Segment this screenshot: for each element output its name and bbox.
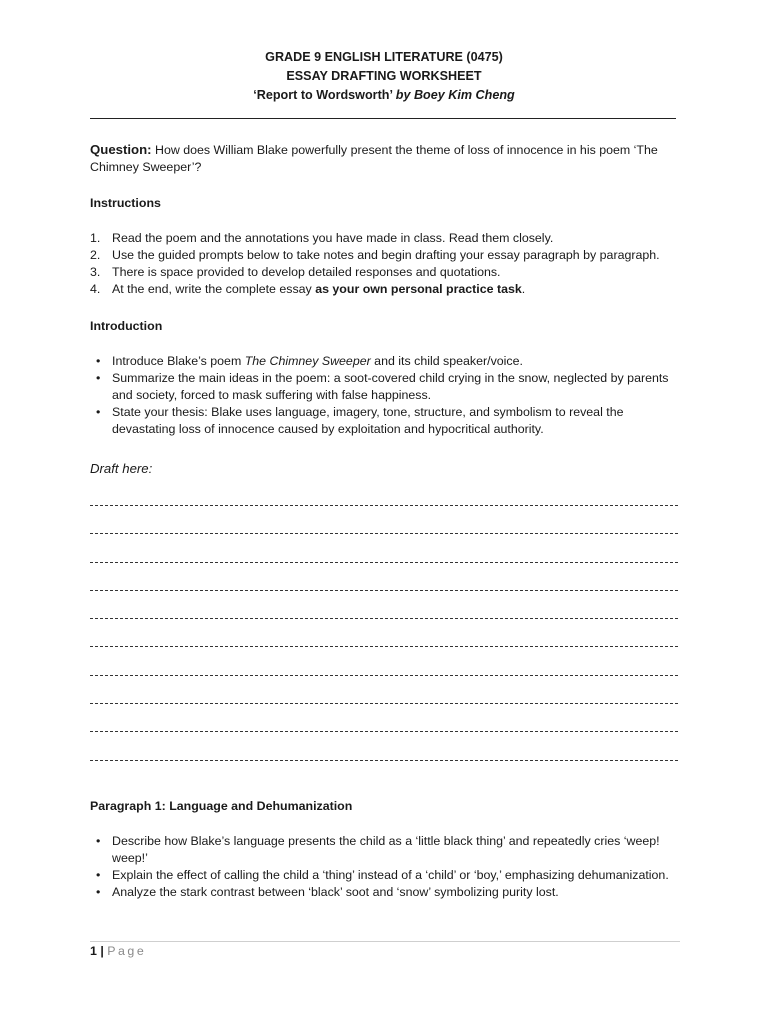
poem-title: ‘Report to Wordsworth’ xyxy=(253,88,393,102)
page-number: 1 xyxy=(90,944,97,958)
bullet-icon: • xyxy=(96,405,101,419)
poem-author: by Boey Kim Cheng xyxy=(395,88,515,102)
page-footer xyxy=(90,943,146,960)
worksheet-header xyxy=(90,48,678,105)
draft-line[interactable] xyxy=(90,675,678,676)
introduction-bullets xyxy=(90,353,680,438)
draft-line[interactable] xyxy=(90,646,678,647)
question-label: Question: xyxy=(90,142,152,157)
list-item: • Analyze the stark contrast between ‘black’ soot and ‘snow’ symbolizing purity lost. xyxy=(96,885,559,899)
list-item: • Introduce Blake’s poem The Chimney Sweeper and its child speaker/voice. xyxy=(96,354,523,368)
paragraph1-heading: Paragraph 1: Language and Dehumanization xyxy=(90,799,353,813)
draft-line[interactable] xyxy=(90,533,678,534)
instructions-list xyxy=(90,230,680,298)
draft-line[interactable] xyxy=(90,505,678,506)
instructions-heading: Instructions xyxy=(90,196,161,210)
draft-line[interactable] xyxy=(90,590,678,591)
paragraph1-bullets xyxy=(90,833,680,901)
poem-title-line xyxy=(90,86,678,105)
draft-line[interactable] xyxy=(90,618,678,619)
footer-rule xyxy=(90,941,680,942)
footer-separator: | xyxy=(100,944,104,958)
bullet-icon: • xyxy=(96,354,101,368)
list-item: 2. Use the guided prompts below to take notes and begin drafting your essay paragraph by paragraph. xyxy=(90,248,660,262)
list-item: 4. At the end, write the complete essay as your own personal practice task. xyxy=(90,282,526,296)
question-text: How does William Blake powerfully present the theme of loss of innocence in his poem ‘The Chimney Sweeper’? xyxy=(90,143,658,174)
list-item: • Explain the effect of calling the child a ‘thing’ instead of a ‘child’ or ‘boy,’ emphasizing dehumanization. xyxy=(96,868,669,882)
list-item: • Summarize the main ideas in the poem: a soot-covered child crying in the snow, neglected by parents and society, forced to mask suffering with false happiness. xyxy=(96,371,669,402)
draft-line[interactable] xyxy=(90,731,678,732)
question-block xyxy=(90,141,680,176)
course-title: GRADE 9 ENGLISH LITERATURE (0475) xyxy=(265,50,503,64)
worksheet-title: ESSAY DRAFTING WORKSHEET xyxy=(286,69,482,83)
bullet-icon: • xyxy=(96,868,101,882)
bullet-icon: • xyxy=(96,885,101,899)
draft-line[interactable] xyxy=(90,562,678,563)
bullet-icon: • xyxy=(96,371,101,385)
draft-line[interactable] xyxy=(90,760,678,761)
list-item: • State your thesis: Blake uses language, imagery, tone, structure, and symbolism to reveal the devastating loss of innocence caused by exploitation and hypocritical authority. xyxy=(96,405,624,436)
page-word: Page xyxy=(107,944,147,958)
header-rule xyxy=(90,118,676,119)
introduction-heading: Introduction xyxy=(90,319,163,333)
bullet-icon: • xyxy=(96,834,101,848)
list-item: 1. Read the poem and the annotations you have made in class. Read them closely. xyxy=(90,231,554,245)
draft-label: Draft here: xyxy=(90,461,153,476)
list-item: 3. There is space provided to develop detailed responses and quotations. xyxy=(90,265,501,279)
draft-line[interactable] xyxy=(90,703,678,704)
list-item: • Describe how Blake’s language presents the child as a ‘little black thing’ and repeatedly cries ‘weep! weep!’ xyxy=(96,834,660,865)
